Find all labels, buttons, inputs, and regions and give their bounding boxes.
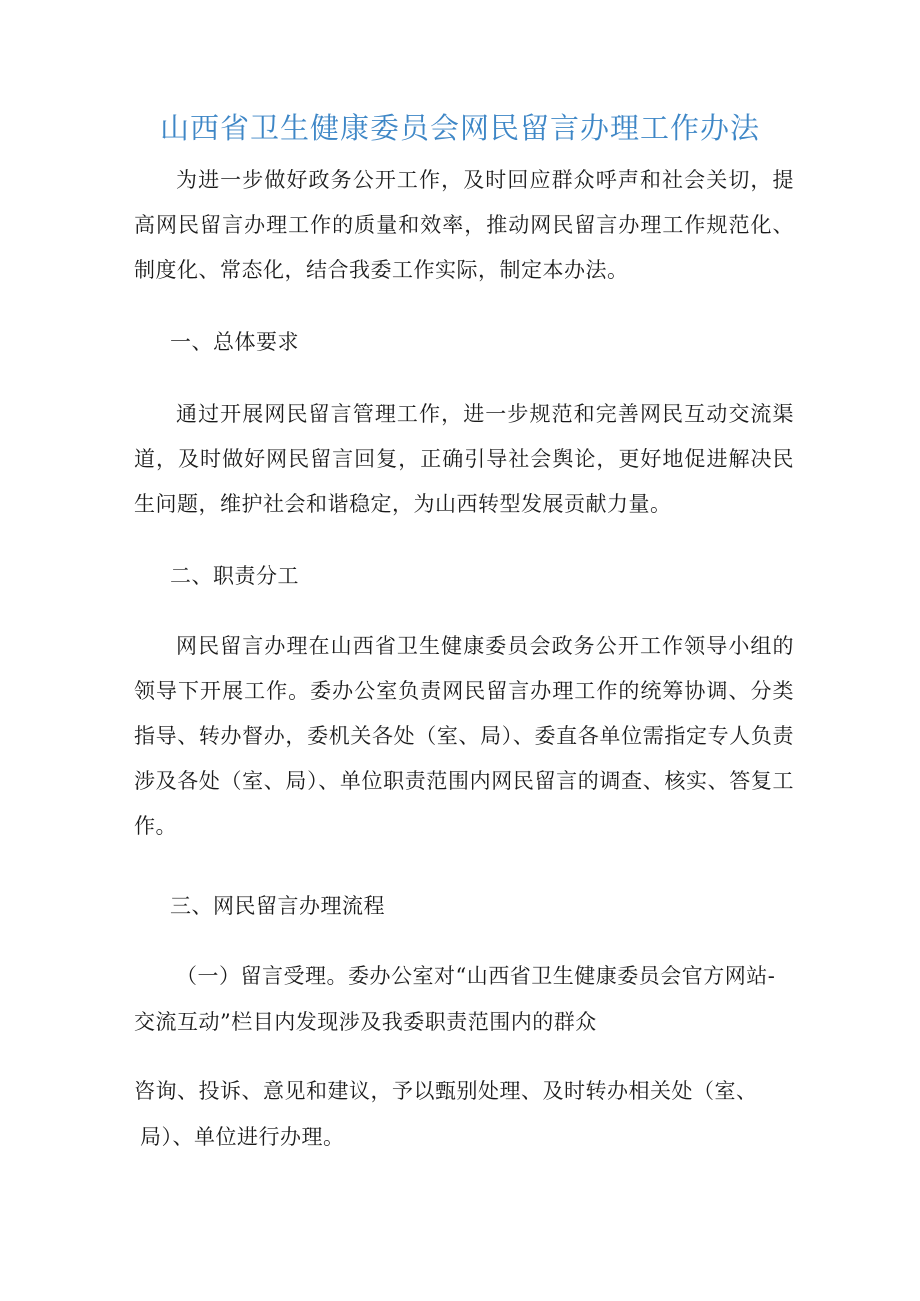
general-requirements-paragraph: 通过开展网民留言管理工作，进一步规范和完善网民互动交流渠道，及时做好网民留言回复，正确引导社会舆论，更好地促进解决民生问题，维护社会和谐稳定，为山西转型发展贡献力量。 bbox=[134, 402, 794, 516]
section-heading-general-requirements: 一、总体要求 bbox=[170, 330, 299, 354]
process-item-1-line-2: 交流互动”栏目内发现涉及我委职责范围内的群众 bbox=[134, 1010, 597, 1034]
process-item-1-line-1: （一）留言受理。委办公室对“山西省卫生健康委员会官方网站- bbox=[176, 964, 776, 988]
responsibilities-paragraph: 网民留言办理在山西省卫生健康委员会政务公开工作领导小组的领导下开展工作。委办公室负责网民留言办理工作的统筹协调、分类指导、转办督办，委机关各处（室、局）、委直各单位需指定专人负责涉及各处（室、局）、单位职责范围内网民留言的调查、核实、答复工作。 bbox=[134, 634, 794, 838]
process-item-1-line-4: 局）、单位进行办理。 bbox=[140, 1125, 345, 1149]
process-item-1-line-3: 咨询、投诉、意见和建议，予以甄别处理、及时转办相关处（室、 bbox=[134, 1079, 758, 1103]
document-title: 山西省卫生健康委员会网民留言办理工作办法 bbox=[159, 111, 760, 145]
section-heading-process: 三、网民留言办理流程 bbox=[170, 894, 385, 918]
section-heading-responsibilities: 二、职责分工 bbox=[170, 564, 299, 588]
intro-paragraph: 为进一步做好政务公开工作，及时回应群众呼声和社会关切，提高网民留言办理工作的质量和效率，推动网民留言办理工作规范化、制度化、常态化，结合我委工作实际，制定本办法。 bbox=[134, 168, 794, 282]
